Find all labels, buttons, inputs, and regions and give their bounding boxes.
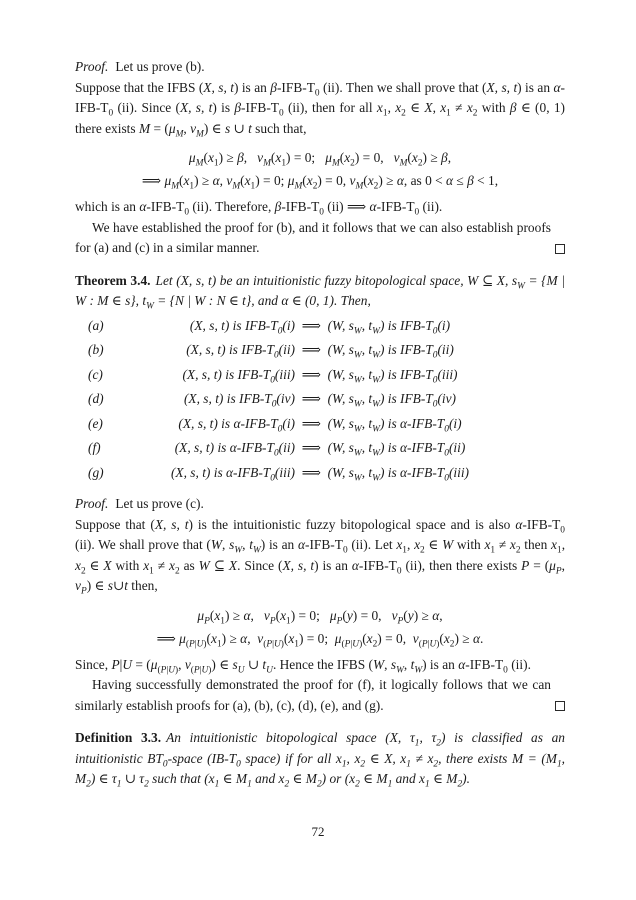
item-formula: (X, s, t) is IFB-$T_0(i)$ ⟹ (W, $s_W$, $t_W$) is IFB-$T_0(i)$ — [189, 317, 451, 337]
proof-b-paragraph: Suppose that the IFBS (X, s, t) is an $\beta-IFB-T_0$ (ii). Then we shall prove that (X, s, t) is an $\alpha-IFB-T_0$ (ii). Since (X, s, t) is $\beta-IFB-T_0$ (ii), then for all $x_1$, $x_2$ ∈ X, $x_1 \ne x_2$ with β ∈ (0, 1) there exists $M = (\mu_M$, $\nu_M$) ∈ s ∪ t such that, — [75, 79, 565, 140]
proof-b-closing-text: We have established the proof for (b), and it follows that we can also establish proofs for (a) and (c) in a similar manner. — [75, 219, 551, 255]
proof-keyword: Proof. — [75, 59, 109, 74]
definition-body: An intuitionistic bitopological space (X, $\tau_1$, $\tau_2$) is classified as an intuitionistic $BT_0$-space ($IB-T_0$ space) if for all $x_1$, $x_2$ ∈ X, $x_1 \ne x_2$, there exists $M = (M_1$, $M_2$) ∈ $\tau_1$ ∪ $\tau_2$ such that ($x_1$ ∈ $M_1$ and $x_2$ ∈ $M_2$) or ($x_2$ ∈ $M_1$ and $x_1$ ∈ $M_2$). — [75, 730, 565, 790]
qed-box — [555, 701, 565, 711]
item-label: (a) — [88, 317, 104, 333]
definition-label: Definition 3.3. — [75, 730, 162, 745]
item-label: (f) — [88, 440, 101, 455]
theorem-item-f — [75, 438, 565, 459]
item-formula: (X, s, t) is IFB-$T_0(ii)$ ⟹ (W, $s_W$, $t_W$) is IFB-$T_0(ii)$ — [186, 342, 454, 361]
theorem-body: Let (X, s, t) be an intuitionistic fuzzy bitopological space, W ⊆ X, $s_W = \{M$ | W : M ∈ s}, $t_W = \{N$ | W : N ∈ t}, and α ∈ (0, 1). Then, — [75, 272, 565, 312]
item-formula: (X, s, t) is $\alpha-IFB-T_0(iii)$ ⟹ (W, $s_W$, $t_W$) is $\alpha-IFB-T_0(iii)$ — [170, 464, 470, 484]
item-label: (b) — [88, 342, 104, 357]
proof-lead-text: Let us prove (c). — [115, 496, 204, 511]
page-number: 72 — [311, 824, 325, 839]
proof-b-after-equation: which is an $\alpha-IFB-T_0$ (ii). Therefore, $\beta-IFB-T_0$ (ii) ⟹ $\alpha-IFB-T_0$ (ii). — [75, 199, 443, 218]
proof-c-since: Since, $P|U = (\mu_{(P|U)}$, $\nu_{(P|U)}$) ∈ $s_U$ ∪ $t_U$. Hence the IFBS (W, $s_W$, $t_W$) is an $\alpha-IFB-T_0$ (ii). — [75, 656, 531, 676]
item-label: (g) — [88, 464, 104, 480]
theorem-item-c — [75, 365, 565, 386]
page-content — [75, 57, 565, 790]
theorem-3-4 — [75, 271, 565, 312]
proof-keyword: Proof. — [75, 496, 109, 511]
item-label: (c) — [88, 366, 103, 382]
proof-b-closing — [75, 218, 565, 259]
proof-lead-text: Let us prove (b). — [115, 59, 205, 74]
theorem-item-d — [75, 389, 565, 410]
equation-line-1: $\mu_M(x_1) \ge \beta$, $\nu_M(x_1) = 0$; $\mu_M(x_2) = 0$, $\nu_M(x_2) \ge \beta$, — [188, 150, 452, 169]
theorem-item-g — [75, 463, 565, 484]
theorem-item-a — [75, 316, 565, 337]
proof-c-paragraph: Suppose that (X, s, t) is the intuitionistic fuzzy bitopological space and is also $\alpha-IFB-T_0$ (ii). We shall prove that (W, $s_W$, $t_W$) is an $\alpha-IFB-T_0$ (ii). Let $x_1$, $x_2$ ∈ W with $x_1 \ne x_2$ then $x_1$, $x_2$ ∈ X with $x_1 \ne x_2$ as W ⊆ X. Since (X, s, t) is an $\alpha-IFB-T_0$ (ii), then there exists $P = (\mu_P$, $\nu_P$) ∈ s∪t then, — [75, 516, 566, 597]
definition-3-3 — [75, 728, 565, 790]
proof-b-lead-line — [75, 57, 565, 78]
equation-line-2: ⟹ $\mu_{(P|U)}(x_1) \ge \alpha$, $\nu_{(P|U)}(x_1) = 0$; $\mu_{(P|U)}(x_2) = 0$, $\nu_{(P|U)}(x_2) \ge \alpha$. — [156, 630, 484, 650]
equation-line-1: $\mu_P(x_1) \ge \alpha$, $\nu_P(x_1) = 0$; $\mu_P(y) = 0$, $\nu_P(y) \ge \alpha$, — [197, 607, 443, 627]
theorem-label: Theorem 3.4. — [75, 272, 151, 288]
equation-line-2: ⟹ $\mu_M(x_1) \ge \alpha$, $\nu_M(x_1) = 0$; $\mu_M(x_2) = 0$, $\nu_M(x_2) \ge \alpha$, as 0 < α ≤ β < 1, — [141, 173, 499, 192]
item-formula: (X, s, t) is IFB-$T_0(iv)$ ⟹ (W, $s_W$, $t_W$) is IFB-$T_0(iv)$ — [183, 391, 457, 410]
equation-block-2 — [75, 604, 565, 650]
item-formula: (X, s, t) is $\alpha-IFB-T_0(ii)$ ⟹ (W, $s_W$, $t_W$) is $\alpha-IFB-T_0(ii)$ — [174, 440, 466, 459]
theorem-item-b — [75, 340, 565, 361]
proof-c-lead-line — [75, 494, 565, 515]
proof-c-closing-text: Having successfully demonstrated the proof for (f), it logically follows that we can similarly establish proofs for (a), (b), (c), (d), (e), and (g). — [75, 677, 551, 713]
item-label: (e) — [88, 415, 103, 431]
item-formula: (X, s, t) is $\alpha-IFB-T_0(i)$ ⟹ (W, $s_W$, $t_W$) is $\alpha-IFB-T_0(i)$ — [178, 415, 462, 435]
equation-block-1 — [75, 146, 565, 192]
item-label: (d) — [88, 391, 104, 406]
proof-c-closing — [75, 675, 565, 716]
theorem-item-list — [75, 316, 565, 484]
theorem-item-e — [75, 414, 565, 435]
qed-box — [555, 244, 565, 254]
item-formula: (X, s, t) is IFB-$T_0(iii)$ ⟹ (W, $s_W$, $t_W$) is IFB-$T_0(iii)$ — [182, 366, 458, 386]
